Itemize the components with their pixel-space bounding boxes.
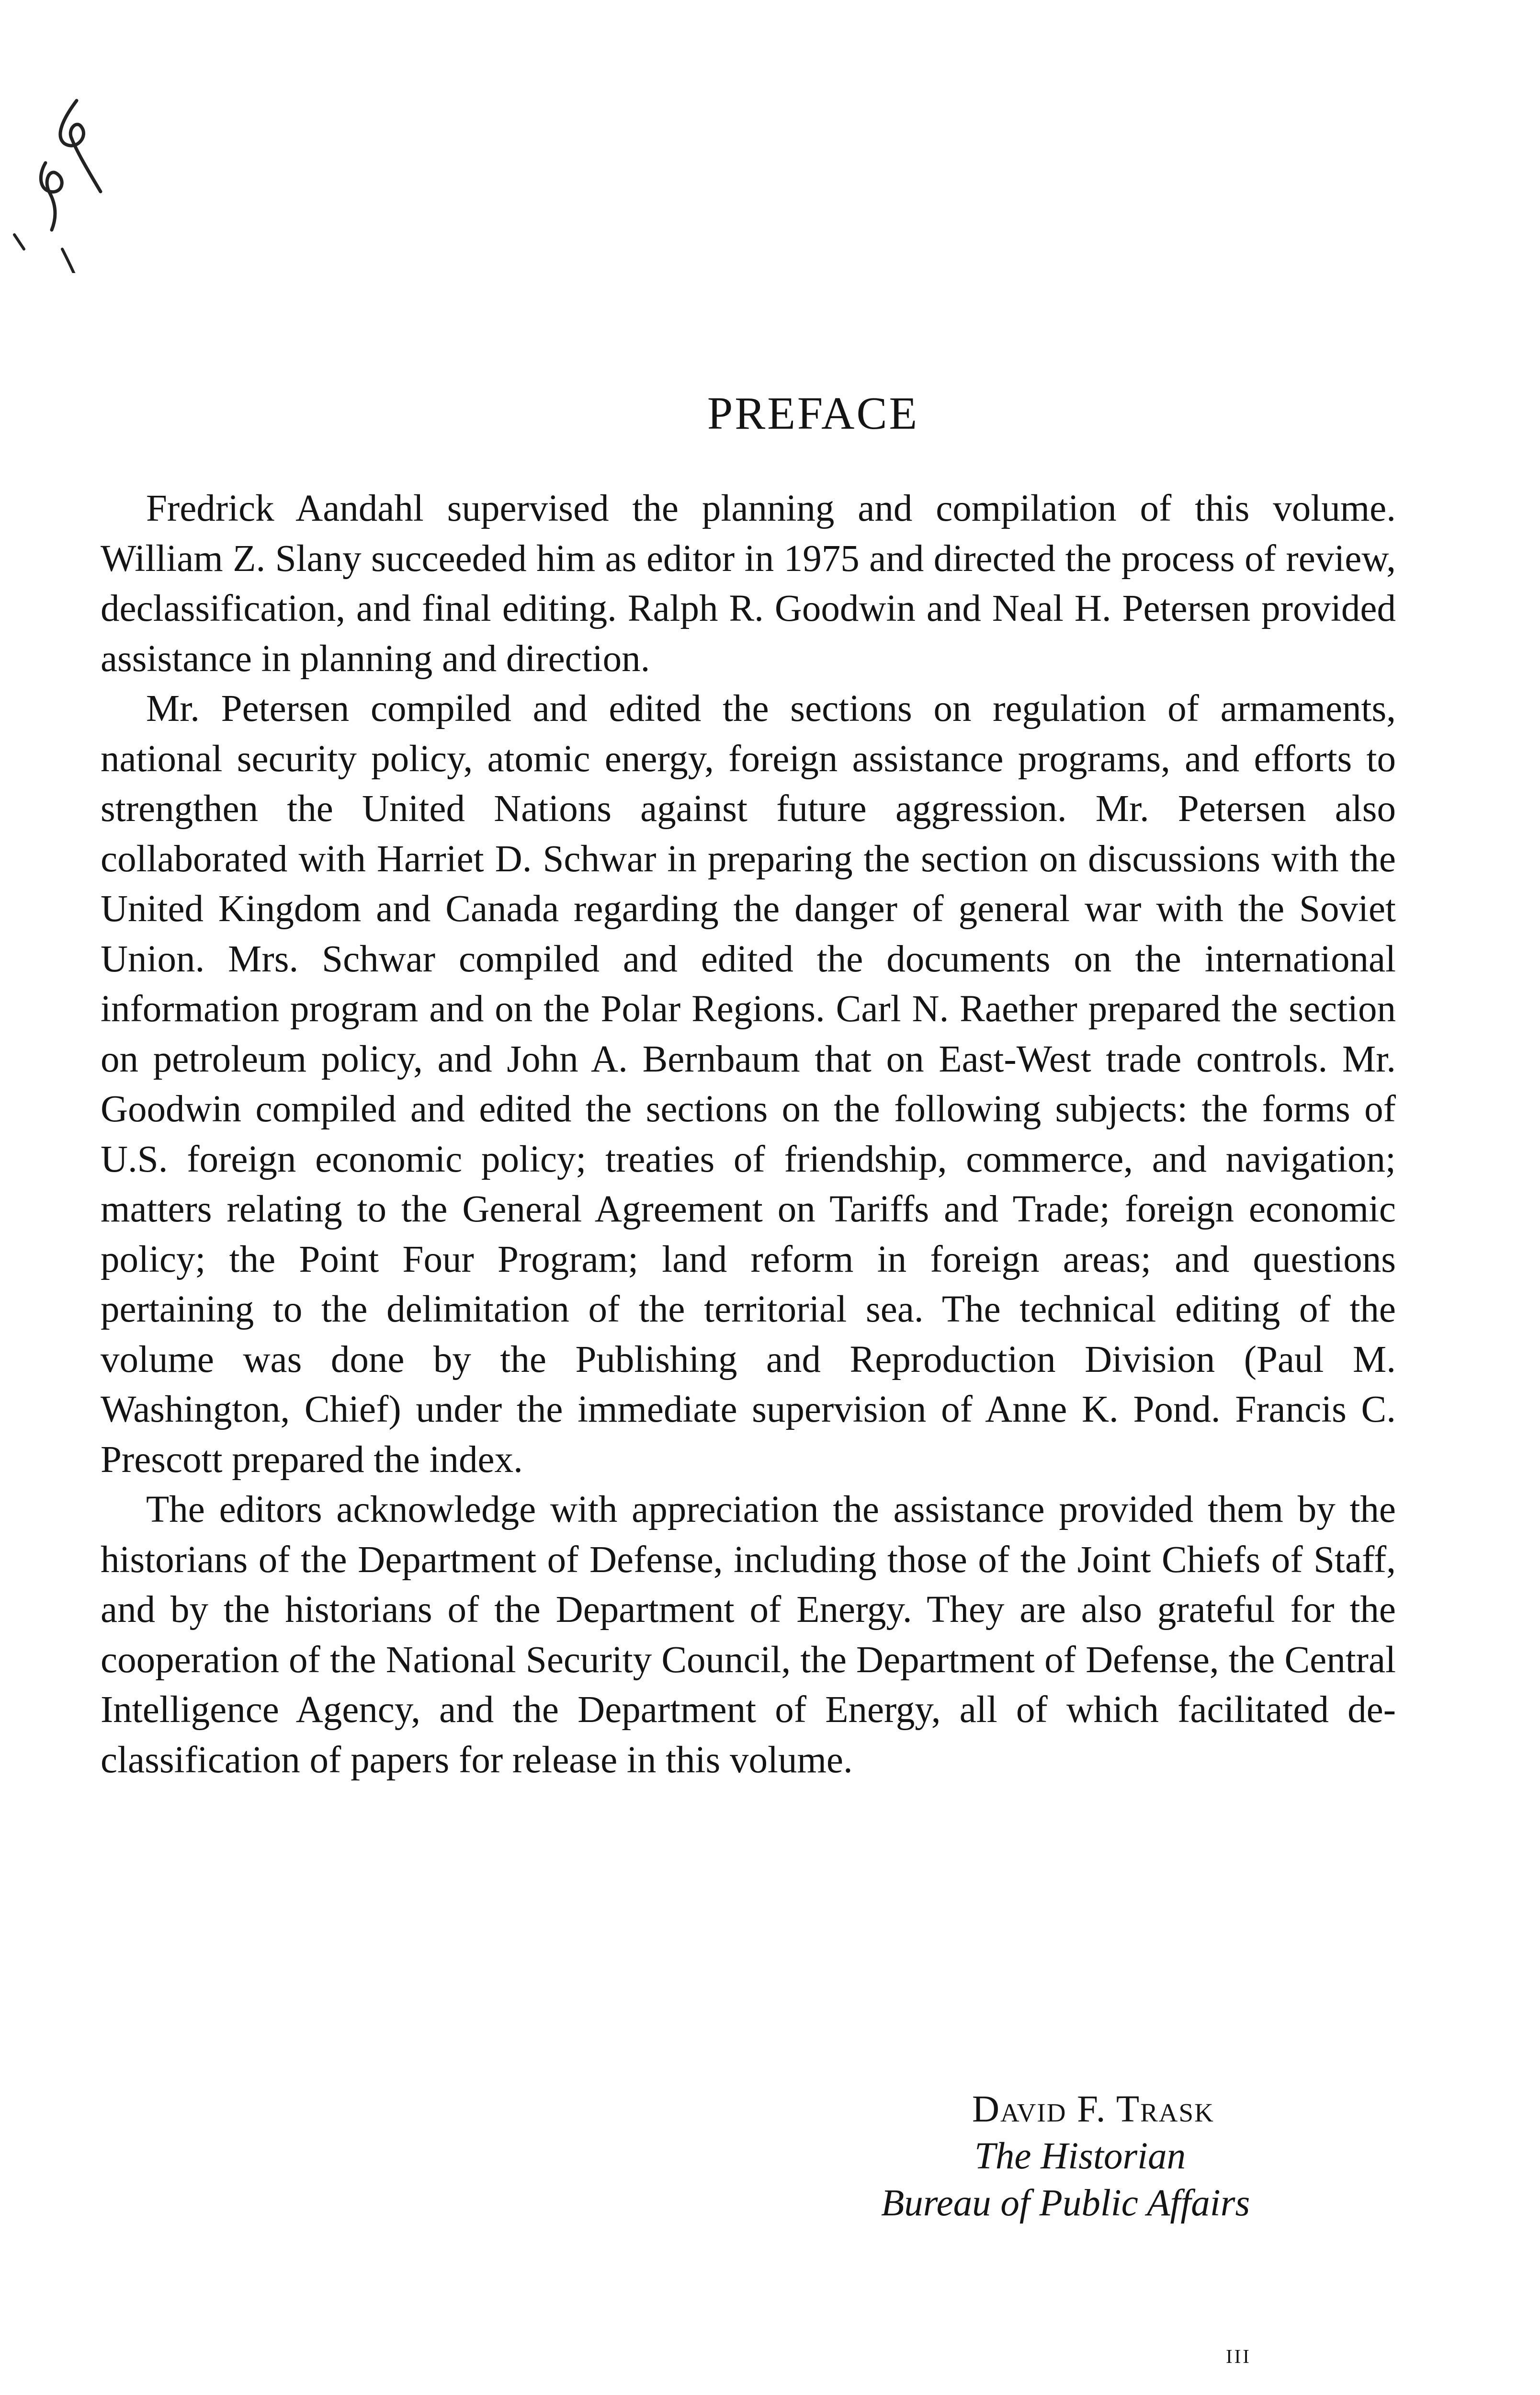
paragraph: The editors acknowledge with appreciation the assistance provided them by the historians of the Department of Defense, including those of the Joint Chiefs of Staff, and by the historians of the Department of Energy. They are also grateful for the cooperation of the National Security Council, the Department of Defense, the Central Intelligence Agency, and the Department of Energy, all of which facilitated declassification of papers for release in this volume.: [101, 1489, 1396, 1781]
paragraph: Mr. Petersen compiled and edited the sections on regulation of armaments, national security policy, atomic energy, foreign assistance programs, and efforts to strengthen the United Nations against future aggression. Mr. Petersen also collaborated with Harriet D. Schwar in preparing the section on discussions with the United Kingdom and Canada regarding the danger of general war with the Soviet Union. Mrs. Schwar compiled and edited the documents on the international information program and on the Polar Regions. Carl N. Raether prepared the section on petroleum policy, and John A. Bernbaum that on East-West trade controls. Mr. Goodwin compiled and edited the sections on the following subjects: the forms of U.S. foreign economic policy; treaties of friendship, commerce, and navigation; matters relating to the General Agreement on Tariffs and Trade; foreign economic policy; the Point Four Program; land reform in foreign areas; and questions pertaining to the delimitation of the territorial sea. The technical editing of the volume was done by the Publishing and Reproduction Division (Paul M. Washington, Chief) under the immediate supervision of Anne K. Pond. Francis C. Prescott prepared the index.: [101, 688, 1396, 1481]
preface-body: [101, 484, 1396, 1785]
page-title: PREFACE: [707, 388, 919, 439]
signature-block: [881, 2086, 1398, 2227]
handwritten-annotation: [5, 91, 115, 273]
signature-role: The Historian: [974, 2135, 1186, 2177]
signature-name: David F. Trask: [972, 2088, 1214, 2130]
signature-office: Bureau of Public Affairs: [881, 2182, 1250, 2224]
page-number: iii: [1226, 2338, 1251, 2369]
paragraph: Fredrick Aandahl supervised the planning and compilation of this volume. William Z. Slany succeeded him as editor in 1975 and directed the process of review, declassification, and final editing. Ralph R. Goodwin and Neal H. Petersen provided assistance in planning and direction.: [101, 488, 1396, 680]
